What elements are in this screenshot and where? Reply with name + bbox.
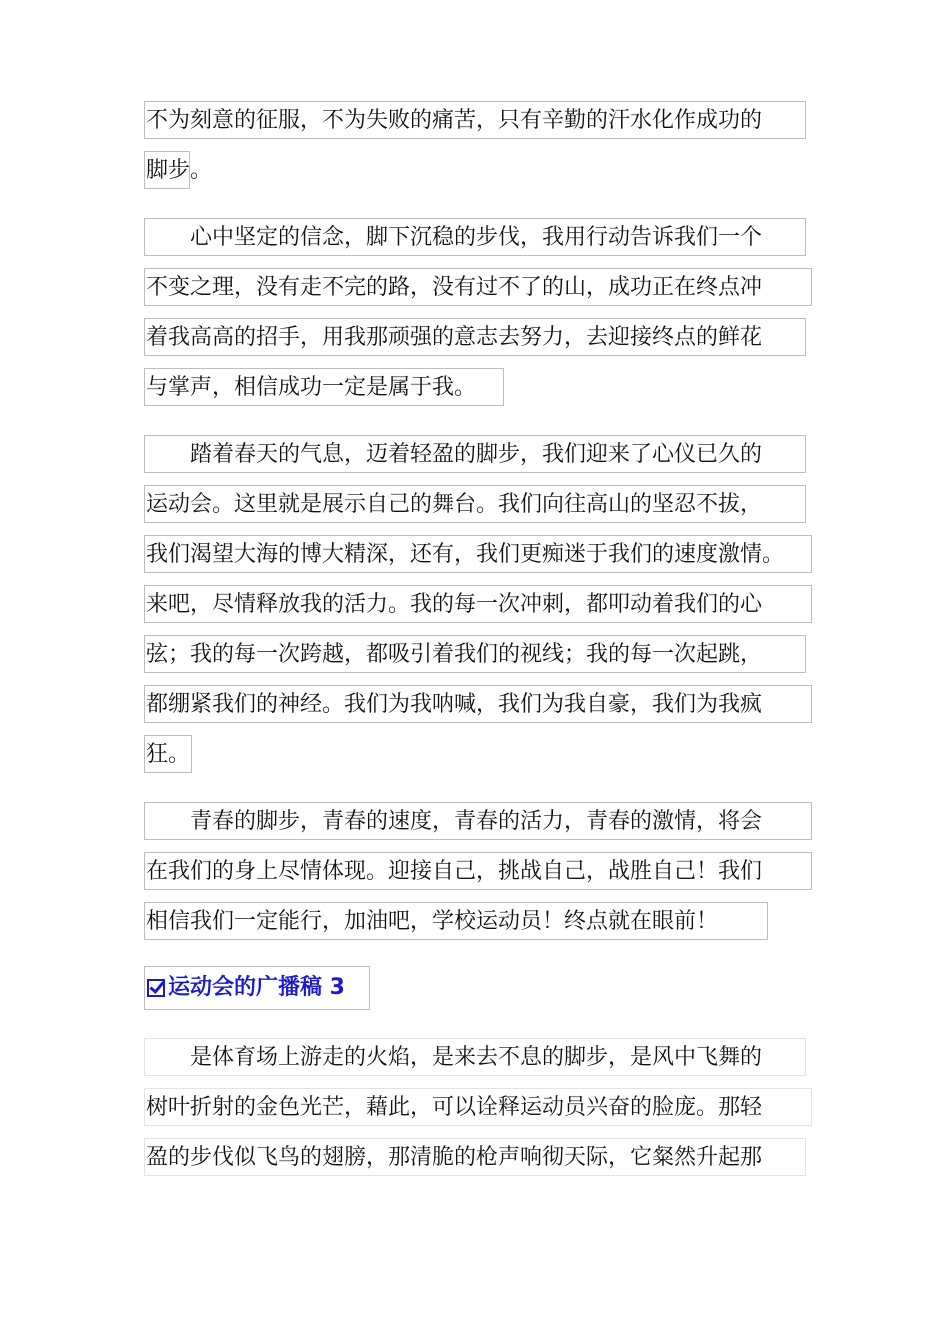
text-line: 弦；我的每一次跨越，都吸引着我们的视线；我的每一次起跳， [144,635,806,673]
text-line: 运动会。这里就是展示自己的舞台。我们向往高山的坚忍不拔， [144,485,806,523]
text-line: 不变之理，没有走不完的路，没有过不了的山，成功正在终点冲 [144,268,812,306]
text-line: 树叶折射的金色光芒，藉此，可以诠释运动员兴奋的脸庞。那轻 [144,1088,812,1126]
checkbox-checked-icon [147,979,165,997]
text-line: 我们渴望大海的博大精深，还有，我们更痴迷于我们的速度激情。 [144,535,812,573]
text-line: 踏着春天的气息，迈着轻盈的脚步，我们迎来了心仪已久的 [144,435,806,473]
text-line: 青春的脚步，青春的速度，青春的活力，青春的激情，将会 [144,802,812,840]
text-line: 心中坚定的信念，脚下沉稳的步伐，我用行动告诉我们一个 [144,218,806,256]
text-line: 相信我们一定能行，加油吧，学校运动员！终点就在眼前！ [144,902,768,940]
text-line: 来吧，尽情释放我的活力。我的每一次冲刺，都叩动着我们的心 [144,585,812,623]
heading-text: 运动会的广播稿 3 [168,975,345,1000]
section-heading [144,966,370,1010]
text-line: 着我高高的招手，用我那顽强的意志去努力，去迎接终点的鲜花 [144,318,806,356]
text-line: 在我们的身上尽情体现。迎接自己，挑战自己，战胜自己！我们 [144,852,812,890]
text-line: 都绷紧我们的神经。我们为我呐喊，我们为我自豪，我们为我疯 [144,685,812,723]
text-line: 是体育场上游走的火焰，是来去不息的脚步，是风中飞舞的 [144,1038,806,1076]
text-line: 不为刻意的征服，不为失败的痛苦，只有辛勤的汗水化作成功的 [144,101,806,139]
text-line: 与掌声，相信成功一定是属于我。 [144,368,504,406]
text-line: 盈的步伐似飞鸟的翅膀，那清脆的枪声响彻天际，它粲然升起那 [144,1138,806,1176]
text-line: 狂。 [144,735,192,773]
text-line: 脚步。 [144,151,190,189]
